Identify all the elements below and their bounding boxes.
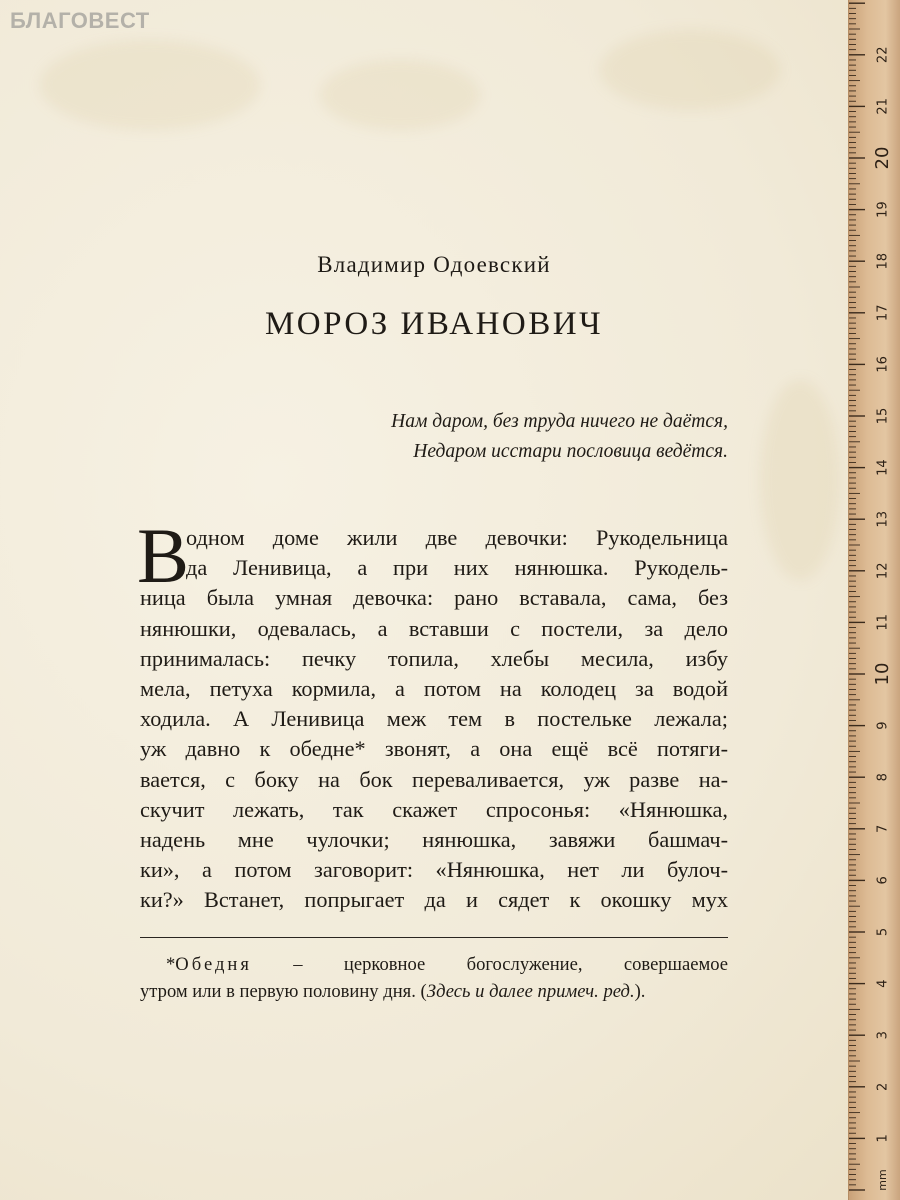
ruler-label: 2 — [875, 1082, 891, 1091]
text-line: надень мне чулочки; нянюшка, завяжи башмач- — [140, 826, 728, 852]
ruler-label: 3 — [875, 1031, 891, 1040]
ruler-scale — [849, 0, 900, 1200]
measuring-ruler — [848, 0, 900, 1200]
ruler-label: 5 — [875, 927, 891, 937]
ruler-label: 20 — [872, 146, 893, 170]
epigraph-line: Недаром исстари пословица ведётся. — [413, 441, 728, 462]
epigraph — [391, 407, 728, 467]
ruler-label: 9 — [875, 721, 891, 730]
text-line: ки?» Встанет, попрыгает да и сядет к окошку мух — [140, 887, 728, 913]
footnote-text: ). — [634, 981, 646, 1002]
footnote-term: Обедня — [175, 954, 252, 975]
ruler-label: 13 — [875, 510, 891, 528]
footnote-line — [140, 951, 728, 978]
text-line: вается, с боку на бок переваливается, уж разве на- — [140, 766, 728, 792]
ruler-label: 17 — [875, 304, 891, 322]
footnote-editor-note: Здесь и далее примеч. ред. — [426, 981, 635, 1002]
text-line: ки», а потом заговорит: «Нянюшка, нет ли булоч- — [140, 857, 728, 883]
story-title: МОРОЗ ИВАНОВИЧ — [264, 306, 604, 342]
book-page — [137, 0, 728, 1200]
ruler-label: 10 — [872, 662, 893, 686]
footnote-marker: * — [166, 954, 176, 975]
ruler-label: 8 — [875, 773, 891, 782]
footnote-divider — [140, 937, 728, 938]
author-name: Владимир Одоевский — [317, 252, 551, 277]
ruler-label: 16 — [875, 356, 891, 373]
ruler-label: 14 — [875, 459, 891, 476]
ruler-label: 21 — [875, 98, 891, 115]
footnote — [140, 951, 728, 1005]
text-line: уж давно к обедне* звонят, а она ещё всё потяги- — [140, 736, 728, 762]
footnote-line — [140, 978, 728, 1005]
ruler-label: 22 — [875, 46, 891, 64]
story-text — [137, 512, 728, 915]
ruler-label: 1 — [875, 1134, 891, 1143]
ruler-label: 15 — [875, 407, 891, 425]
text-line: нянюшки, одевалась, а вставши с постели, за дело — [140, 615, 728, 641]
ruler-label: 7 — [875, 824, 891, 833]
text-line: мела, петуха кормила, а потом на колодец за водой — [140, 675, 728, 701]
ruler-label: 12 — [875, 562, 891, 580]
brand-watermark: БЛАГОВЕСТ — [10, 8, 150, 33]
ruler-label: 11 — [875, 614, 891, 631]
text-line: да Ленивица, а при них нянюшка. Рукодель- — [186, 555, 728, 581]
ruler-label: 18 — [875, 252, 891, 270]
text-line: ница была умная девочка: рано вставала, сама, без — [140, 585, 728, 611]
ruler-label: 6 — [875, 876, 891, 885]
ruler-unit: mm — [876, 1169, 889, 1191]
text-line: скучит лежать, так скажет спросонья: «Нянюшка, — [140, 796, 728, 822]
text-line: ходила. А Ленивица меж тем в постельке лежала; — [140, 706, 728, 732]
text-line: одном доме жили две девочки: Рукодельница — [186, 525, 728, 550]
ruler-label: 19 — [875, 201, 891, 218]
drop-cap: В — [137, 512, 190, 599]
footnote-text: утром или в первую половину дня. ( — [140, 981, 427, 1002]
epigraph-line: Нам даром, без труда ничего не даётся, — [391, 411, 728, 432]
text-line: принималась: печку топила, хлебы месила, избу — [140, 645, 728, 671]
ruler-label: 4 — [875, 979, 891, 988]
footnote-text: – церковное богослужение, совершаемое — [251, 954, 728, 975]
